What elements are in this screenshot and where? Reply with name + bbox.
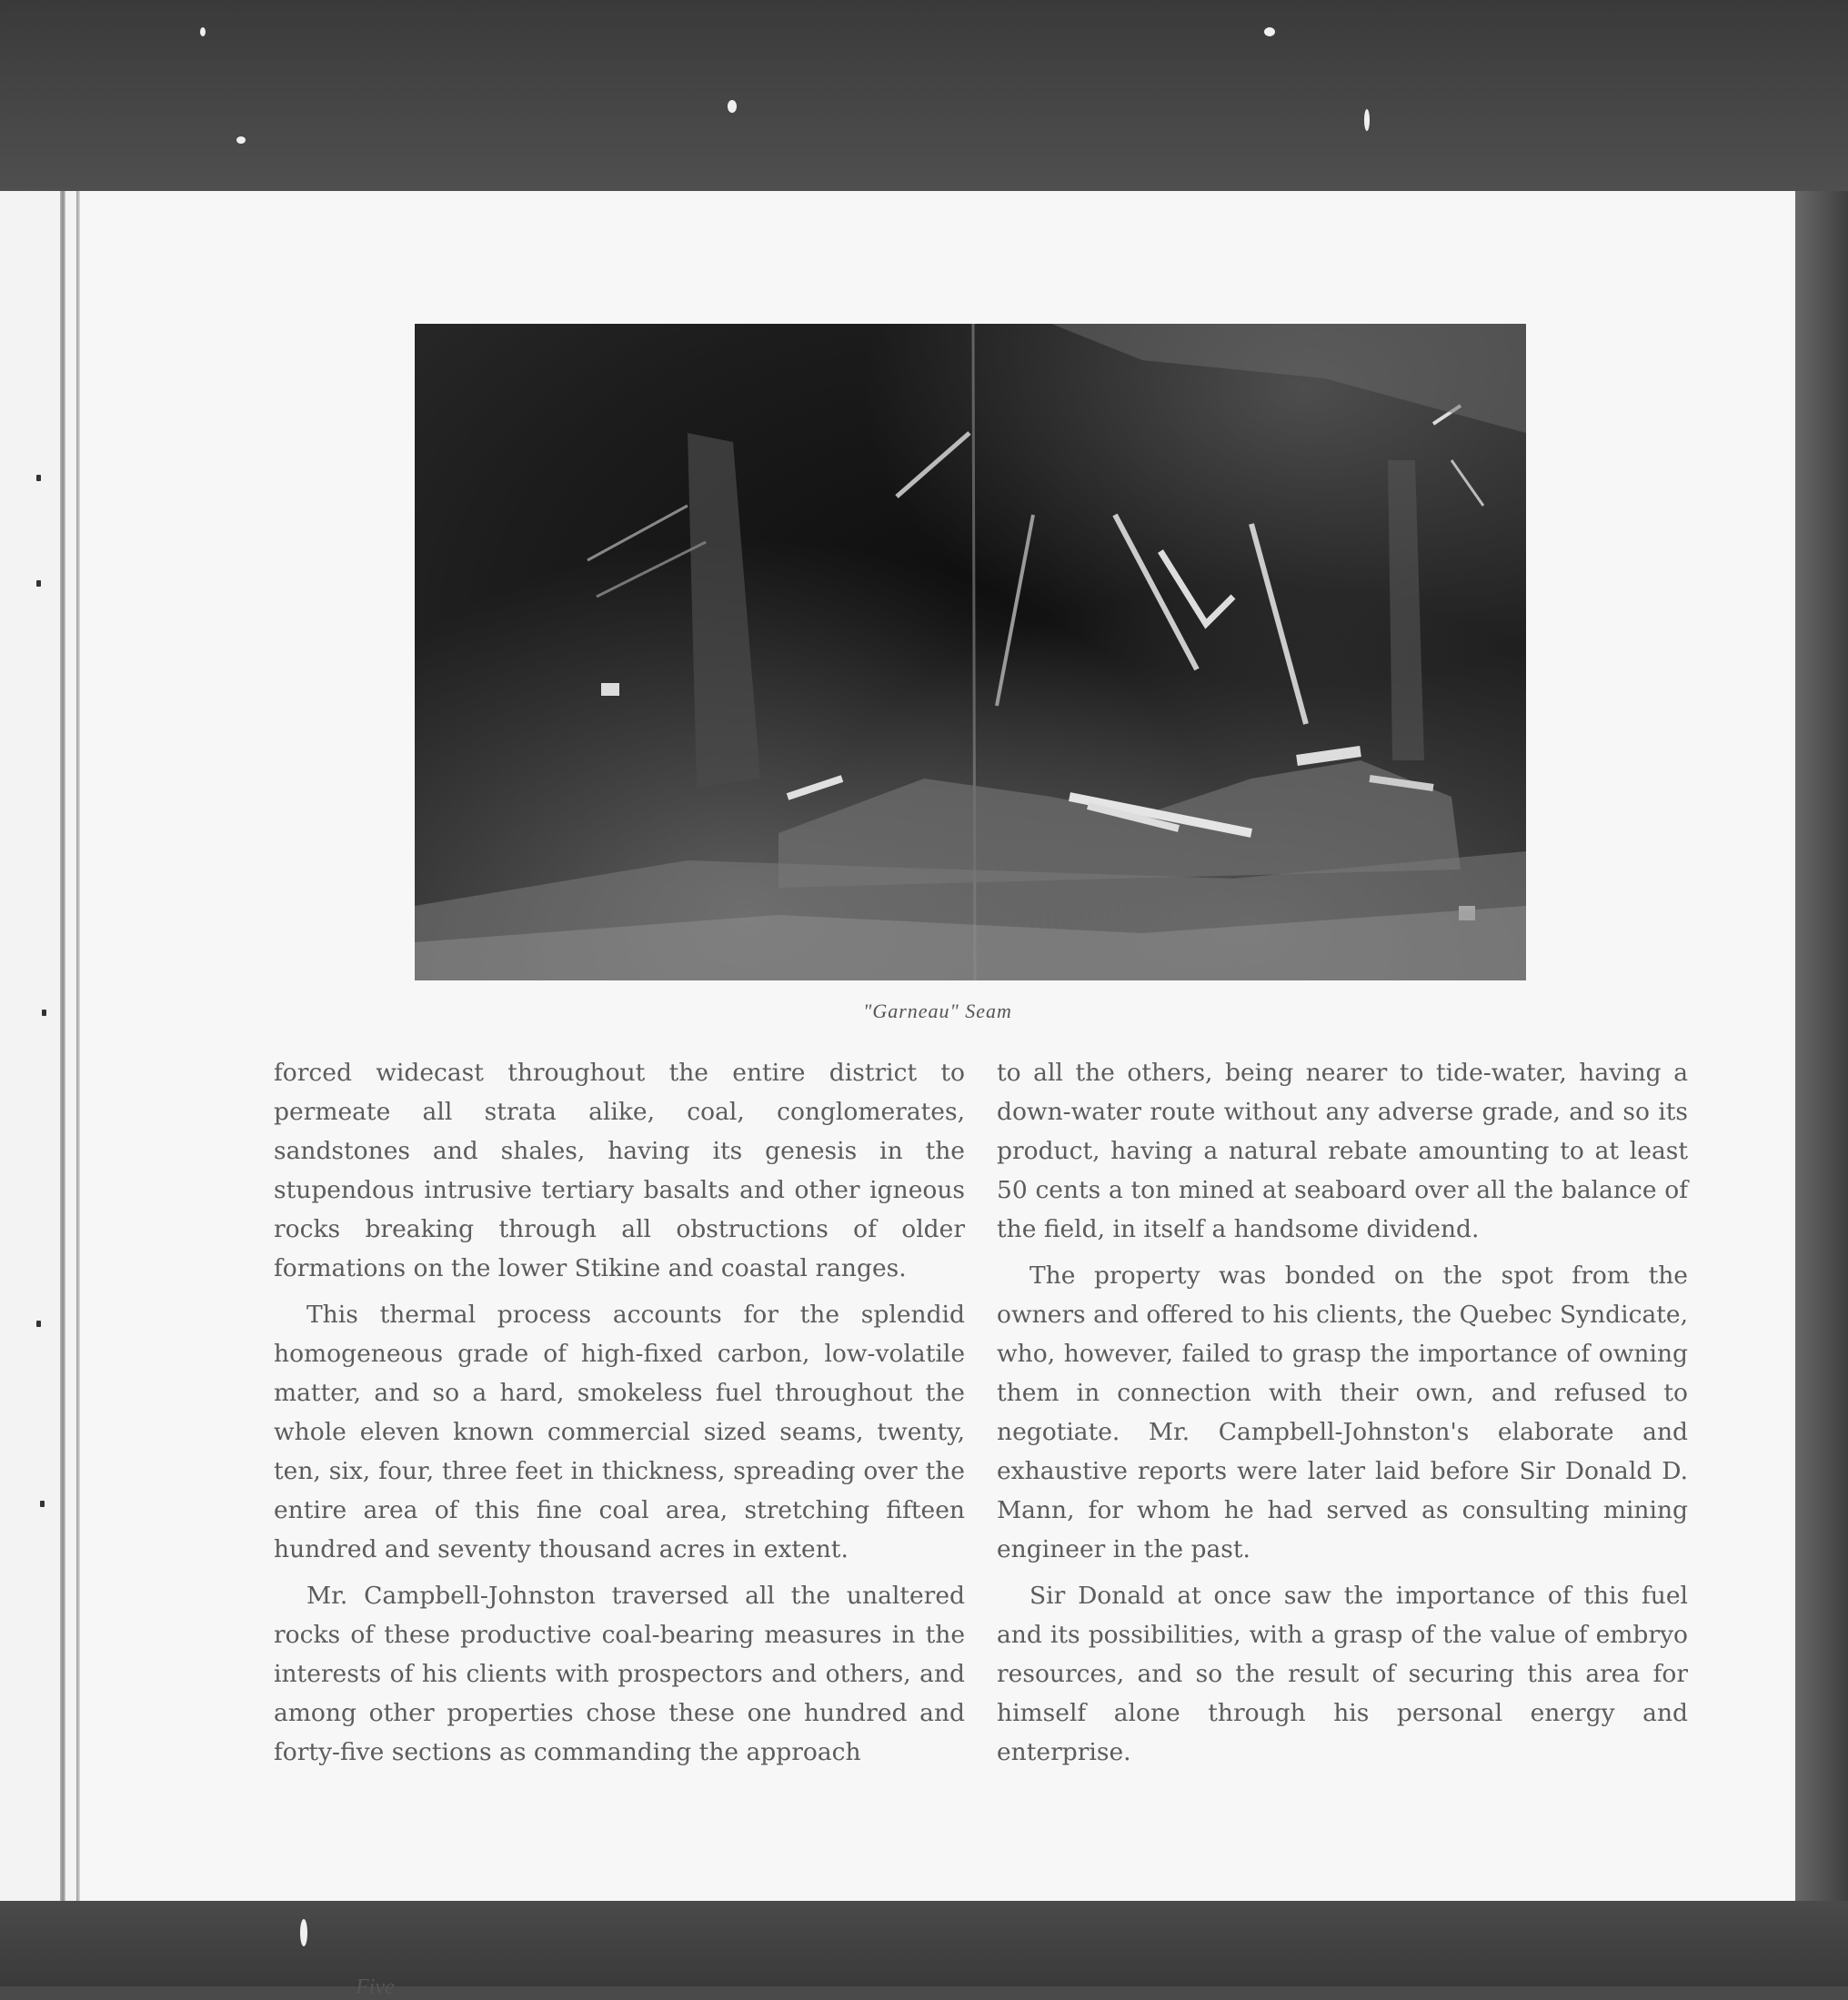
page-number: Five <box>356 1975 395 1999</box>
book-gutter <box>60 191 65 1901</box>
dust-speck <box>1264 27 1275 36</box>
margin-mark <box>42 1010 46 1016</box>
scanner-right-border <box>1793 191 1848 1901</box>
photo-caption: "Garneau" Seam <box>863 1000 1012 1022</box>
scanner-top-border <box>0 0 1848 191</box>
paragraph: Mr. Campbell-Johnston traversed all the unaltered rocks of these productive coal-bearing measures in the interests of his clients with prospectors and others, and among other properties chose these one hundred and forty-five sections as commanding the approach <box>274 1582 965 1766</box>
paragraph: This thermal process accounts for the splendid homogeneous grade of high-fixed carbon, low-volatile matter, and so a hard, smokeless fuel throughout the whole eleven known commercial sized seams, twenty, ten, six, four, three feet in thickness, spreading over the entire area of this fine coal area, stretching fifteen hundred and seventy thousand acres in extent. <box>274 1301 965 1563</box>
left-facing-page-edge <box>0 191 80 1901</box>
dust-speck <box>236 136 246 144</box>
scanner-bottom-border <box>0 1901 1848 1986</box>
paragraph: The property was bonded on the spot from the owners and offered to his clients, the Quebec Syndicate, who, however, failed to grasp the importance of owning them in connection with their own, and refused to negotiate. Mr. Campbell-Johnston's elaborate and exhaustive reports were later laid before Sir Donald D. Mann, for whom he had served as consulting mining engineer in the past. <box>997 1261 1688 1563</box>
paragraph: forced widecast throughout the entire district to permeate all strata alike, coal, conglomerates, sandstones and shales, having its genesis in the stupendous intrusive tertiary basalts and other igneous rocks breaking through all obstructions of older formations on the lower Stikine and coastal ranges. <box>274 1059 965 1282</box>
text-column-left <box>274 1053 965 1779</box>
document-page <box>80 191 1795 1999</box>
paragraph: Sir Donald at once saw the importance of this fuel and its possibilities, with a grasp of the value of embryo resources, and so the result of securing this area for himself alone through his personal energy and enterprise. <box>997 1582 1688 1766</box>
margin-mark <box>40 1501 45 1507</box>
garneau-seam-photo <box>415 324 1526 980</box>
dust-speck <box>1364 109 1370 131</box>
dust-speck <box>300 1919 307 1946</box>
paragraph: to all the others, being nearer to tide-water, having a down-water route without any adverse grade, and so its product, having a natural rebate amounting to at least 50 cents a ton mined at seaboard over all the balance of the field, in itself a handsome dividend. <box>997 1059 1688 1243</box>
text-column-right <box>997 1053 1688 1779</box>
margin-mark <box>36 580 41 587</box>
margin-mark <box>36 475 41 481</box>
forest-mine-scene <box>415 324 1526 980</box>
margin-mark <box>36 1321 41 1327</box>
dust-speck <box>200 27 206 36</box>
dust-speck <box>728 100 737 113</box>
